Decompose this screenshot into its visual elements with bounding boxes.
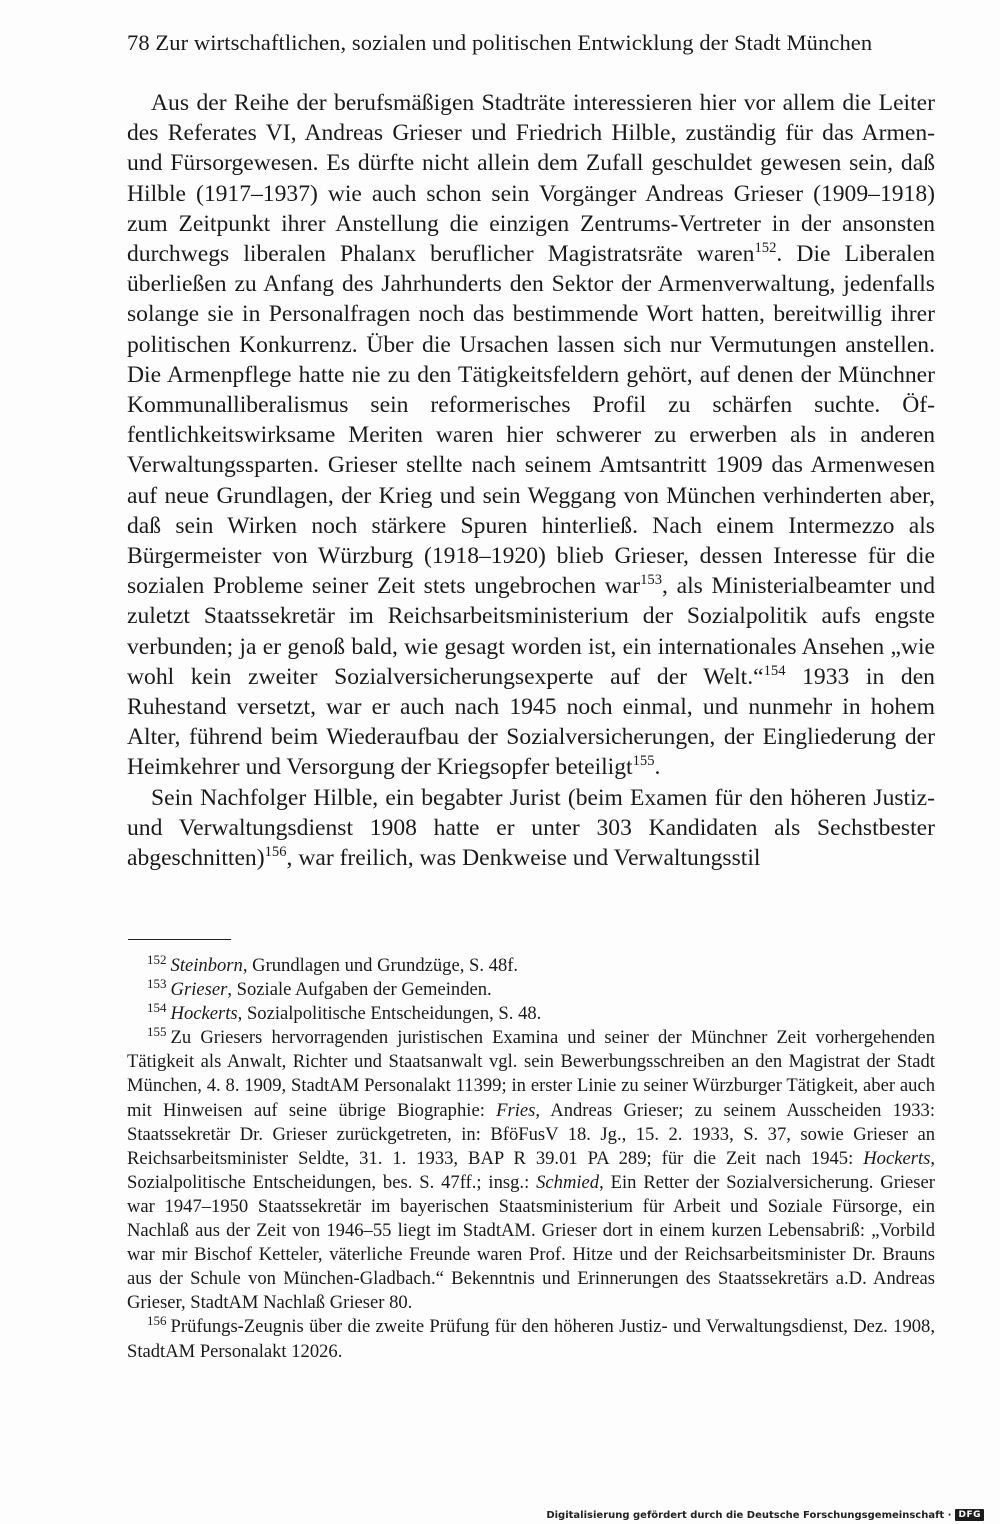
footnote-number: 153 — [147, 975, 167, 991]
footnote-153 — [127, 975, 935, 1002]
paragraph-2-part-a: Sein Nachfolger Hilble, ein begabter Jurist (beim Examen für den höheren Justiz- und Verwaltungsdienst 1908 hatte er unter 303 Kandidaten als Sechstbester abgeschnitten) — [127, 784, 935, 872]
paragraph-1-part-b: . Die Liberalen überließen zu Anfang des Jahrhunderts den Sektor der Armenverwaltung, jedenfalls solange sie in Personalfragen noch das bestimmende Wort hatten, bereitwillig ihrer politischen Konkurrenz. Über die Ursachen lassen sich nur Vermutungen anstellen. Die Armenpflege hatte nie zu den Tätigkeitsfeldern gehört, auf denen der Münchner Kommunalliberalismus sein reformerisches Profil zu schärfen suchte. Öffentlichkeitswirksame Meriten waren hier schwerer zu erwerben als in anderen Verwaltungssparten. Grieser stellte nach seinem Amtsantritt 1909 das Armenwesen auf neue Grundlagen, der Krieg und sein Weggang von München verhinderten aber, daß sein Wirken noch stärkere Spuren hinterließ. Nach einem Intermezzo als Bürgermeister von Würzburg (1918–1920) blieb Grieser, dessen Interesse für die sozialen Probleme seiner Zeit stets ungebrochen war — [127, 241, 935, 600]
footnote-155 — [127, 1026, 935, 1315]
digitization-credit — [546, 1509, 984, 1521]
footnote-separator — [128, 939, 231, 940]
footnote-number: 156 — [147, 1313, 167, 1329]
footnote-154 — [127, 1002, 935, 1026]
footnote-text: , Andreas Grieser; zu seinem Ausscheiden 1933: Staatssekretär Dr. Grieser zurückgetreten, in: BföFusV 18. Jg., 15. 2. 1933, S. 37, sowie Grieser an Reichsarbeitsminister Seldte, 31. 1. 1933, BAP R 39.01 PA 289; für die Zeit nach 1945: — [127, 1099, 935, 1169]
footnote-number: 152 — [147, 951, 167, 967]
footnote-ref-155[interactable]: 155 — [632, 753, 655, 770]
footnote-text: , Soziale Aufgaben der Gemeinden. — [227, 979, 492, 1001]
paragraph-1-part-d: 1933 in den Ruhestand versetzt, war er auch nach 1945 noch einmal, und nunmehr in hohem Alter, führend beim Wiederaufbau der Sozialversicherungen, der Eingliederung der Heimkehrer und Versorgung der Kriegsopfer beteiligt — [127, 663, 935, 781]
footnote-author: Hockerts — [170, 1003, 238, 1025]
footnote-author: Steinborn — [170, 955, 243, 976]
footnote-text: , Sozialpolitische Entscheidungen, S. 48. — [237, 1003, 542, 1025]
paragraph-1-part-e: . — [654, 754, 661, 781]
paragraph-1 — [127, 88, 935, 783]
footnote-ref-156[interactable]: 156 — [264, 844, 287, 861]
footnote-152 — [127, 951, 935, 978]
footnote-text: Zu Griesers hervorragenden juristischen Examina und seiner der Münchner Zeit vorhergehenden Tätigkeit als Anwalt, Richter und Staatsanwalt vgl. sein Bewerbungsschreiben an den Magistrat der Stadt München, 4. 8. 1909, StadtAM Personalakt 11399; in erster Linie zu seiner Würzburger Tätigkeit, aber auch mit Hinweisen auf seine übrige Biographie: — [127, 1027, 935, 1121]
footnote-ref-153[interactable]: 153 — [640, 572, 663, 589]
footnote-number: 155 — [147, 1024, 167, 1040]
paragraph-2-part-b: , war freilich, was Denkweise und Verwaltungsstil — [286, 845, 761, 872]
footnote-text: Prüfungs-Zeugnis über die zweite Prüfung für den höheren Justiz- und Verwaltungsdienst, Dez. 1908, StadtAM Personalakt 12026. — [127, 1316, 935, 1362]
dfg-logo-icon: DFG — [955, 1509, 984, 1521]
paragraph-2 — [127, 783, 935, 874]
paragraph-1-part-c: , als Ministerialbeamter und zuletzt Staatssekretär im Reichsarbeitsministerium der Sozialpolitik aufs engste verbunden; ja er genoß bald, wie gesagt worden ist, ein internationales Ansehen „wie wohl kein zweiter Sozialversicherungsexperte auf der Welt.“ — [127, 573, 935, 690]
footnote-ref-154[interactable]: 154 — [763, 663, 786, 679]
credit-text: Digitalisierung gefördert durch die Deutsche Forschungsgemeinschaft · — [546, 1509, 952, 1521]
footnote-author: Schmied — [536, 1171, 600, 1193]
footnote-author: Fries — [496, 1099, 536, 1121]
footnote-ref-152[interactable]: 152 — [754, 240, 777, 257]
footnote-text: , Sozialpolitische Entscheidungen, bes. S. 47ff.; insg.: — [127, 1147, 935, 1193]
paragraph-1-part-a: Aus der Reihe der berufsmäßigen Stadträte interessieren hier vor allem die Leiter des Referates VI, Andreas Grieser und Friedrich Hilble, zuständig für das Armen- und Fürsorgewesen. Es dürfte nicht allein dem Zufall geschuldet gewesen sein, daß Hilble (1917–1937) wie auch schon sein Vorgänger Andreas Grieser (1909–1918) zum Zeitpunkt ihrer Anstellung die einzigen Zentrums-Vertreter in der ansonsten durchwegs liberalen Phalanx beruflicher Magistratsräte waren — [127, 90, 935, 268]
footnote-156 — [127, 1315, 935, 1363]
footnote-author: Grieser — [170, 979, 228, 1001]
footnote-author: Hockerts — [863, 1147, 931, 1169]
footnote-text: , Grundlagen und Grundzüge, S. 48f. — [242, 955, 519, 976]
footnotes — [127, 951, 935, 1364]
footnote-text: , Ein Retter der Sozialversicherung. Grieser war 1947–1950 Staatssekretär im bayerischen Staatsministerium für Arbeit und Soziale Fürsorge, ein Nachlaß aus der Zeit von 1946–55 liegt im StadtAM. Grieser dort in einem kurzen Lebensabriß: „Vorbild war mir Bischof Ketteler, väterliche Freunde waren Prof. Hitze und der Reichsarbeitsminister Dr. Brauns aus der Schule von München-Gladbach.“ Bekenntnis und Erinnerungen des Staatssekretärs a.D. Andreas Grieser, StadtAM Nachlaß Grieser 80. — [127, 1171, 935, 1314]
footnote-number: 154 — [147, 1000, 167, 1015]
running-head: 78 Zur wirtschaftlichen, sozialen und politischen Entwicklung der Stadt München — [127, 30, 873, 55]
main-text — [127, 88, 935, 873]
